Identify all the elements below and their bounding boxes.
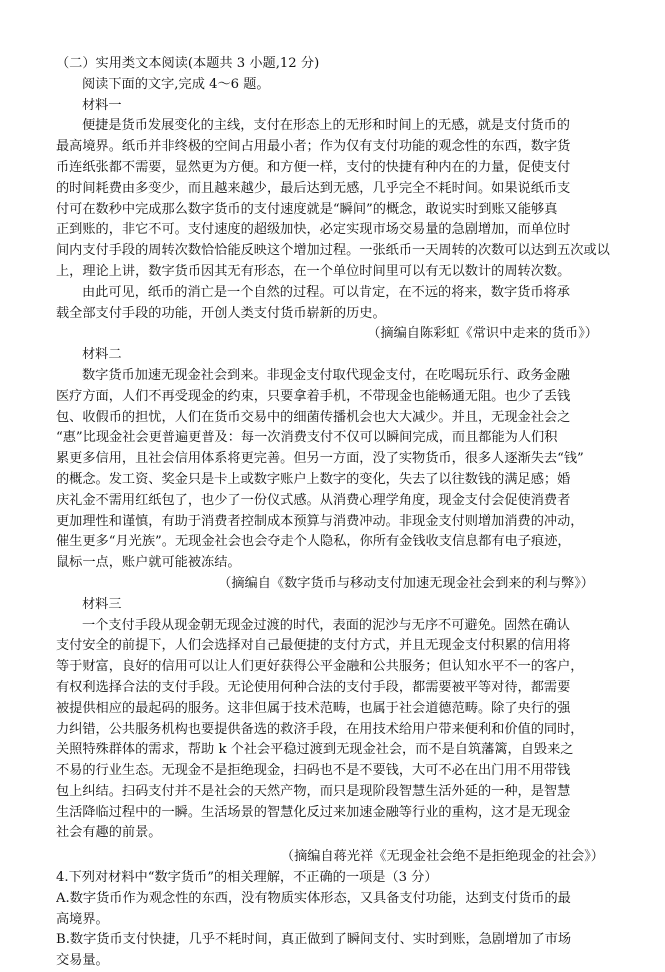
paragraph-line: 便捷是货币发展变化的主线，支付在形态上的无形和时间上的无感，就是支付货币的	[82, 118, 570, 134]
source-citation: （摘编自《数字货币与移动支付加速无现金社会到来的利与弊》）	[218, 575, 594, 591]
question-stem: 4.下列对材料中“数字货币”的相关理解，不正确的一项是（3 分）	[56, 870, 438, 886]
paragraph-line: 有权利选择合法的支付手段。无论使用何种合法的支付手段，都需要被平等对待，都需要	[56, 679, 571, 695]
paragraph-line: 庆礼金不需用红纸包了，也少了一份仪式感。从消费心理学角度，现金支付会促使消费者	[56, 492, 571, 508]
paragraph-line: 付可在数秒中完成那么数字货币的支付速度就是“瞬间”的概念，敢说实时到账又能够真	[56, 201, 558, 217]
paragraph-line: 不易的行业生态。无现金不是拒绝现金，扫码也不是不要钱，大可不必在出门用不用带钱	[56, 763, 571, 779]
paragraph-line: 由此可见，纸币的消亡是一个自然的过程。可以肯定，在不远的将来，数字货币将承	[82, 284, 570, 300]
paragraph-line: 社会有趣的前景。	[56, 825, 162, 841]
material-label: 材料三	[82, 596, 122, 612]
source-citation: （摘编自陈彩虹《常识中走来的货币》）	[367, 326, 598, 342]
paragraph-line: 载全部支付手段的功能，开创人类支付货币崭新的历史。	[56, 305, 386, 321]
paragraph-line: 被提供相应的最起码的服务。这非但属于技术范畴，也属于社会道德范畴。除了央行的强	[56, 700, 571, 716]
paragraph-line: 更加理性和谨慎，有助于消费者控制成本预算与消费冲动。非现金支付则增加消费的冲动，	[56, 513, 584, 529]
paragraph-line: 等于财富，良好的信用可以让人们更好获得公平金融和公共服务；但认知水平不一的客户，	[56, 659, 584, 675]
paragraph-line: 数字货币加速无现金社会到来。非现金支付取代现金支付，在吃喝玩乐行、政务金融	[82, 367, 570, 383]
paragraph-line: 鼠标一点，账户就可能被冻结。	[56, 555, 241, 571]
material-one	[56, 96, 616, 346]
section-title: （二）实用类文本阅读(本题共 3 小题,12 分)	[56, 56, 320, 71]
paragraph-line: 正到账的，非它不可。支付速度的超级加快，必定实现市场交易量的急剧增加，而单位时	[56, 222, 571, 238]
paragraph-line: 生活降临过程中的一瞬。生活场景的智慧化反过来加速金融等行业的重构，这才是无现金	[56, 804, 571, 820]
paragraph-line: 支付安全的前提下，人们会选择对自己最便捷的支付方式，并且无现金支付积累的信用将	[56, 638, 571, 654]
question-4	[56, 868, 616, 972]
material-two	[56, 345, 616, 595]
option-a: A.数字货币作为观念性的东西，没有物质实体形态，又具备支付功能，达到支付货币的最	[56, 890, 571, 906]
paragraph-line: 最高境界。纸币并非终极的空间占用最小者；作为仅有支付功能的观念性的东西，数字货	[56, 139, 571, 155]
material-label: 材料一	[82, 97, 122, 113]
paragraph-line: 的时间耗费由多变少，而且越来越少，最后达到无感，几乎完全不耗时间。如果说纸币支	[56, 180, 571, 196]
paragraph-line: 间内支付手段的周转次数恰恰能反映这个增加过程。一张纸币一天周转的次数可以达到五次或以	[56, 243, 610, 259]
source-citation: （摘编自蒋光祥《无现金社会绝不是拒绝现金的社会》）	[280, 849, 604, 865]
material-three	[56, 595, 616, 868]
instruction: 阅读下面的文字,完成 4～6 题。	[82, 76, 270, 92]
paragraph-line: 的概念。发工资、奖金只是卡上或数字账户上数字的变化，失去了以往数钱的满足感；婚	[56, 471, 571, 487]
paragraph-line: 包、收假币的担忧，人们在货币交易中的细菌传播机会也大大减少。并且，无现金社会之	[56, 409, 571, 425]
paragraph-line: 包上纠结。扫码支付并不是社会的天然产物，而只是现阶段智慧生活外延的一种，是智慧	[56, 783, 571, 799]
option-b: B.数字货币支付快捷，几乎不耗时间，真正做到了瞬间支付、实时到账，急剧增加了市场	[56, 932, 572, 948]
paragraph-line: 币连纸张都不需要，显然更为方便。和方便一样，支付的快捷有种内在的力量，促使支付	[56, 159, 571, 175]
paragraph-line: 力纠错，公共服务机构也要提供备选的救济手段，在用技术给用户带来便利和价值的同时，	[56, 721, 584, 737]
option-b-continued: 交易量。	[56, 953, 109, 969]
exam-page	[56, 54, 616, 972]
paragraph-line: 催生更多“月光族”。无现金社会也会夺走个人隐私，你所有金钱收支信息都有电子痕迹，	[56, 534, 571, 550]
material-label: 材料二	[82, 347, 122, 363]
option-a-continued: 高境界。	[56, 911, 109, 927]
paragraph-line: 医疗方面，人们不再受现金的约束，只要拿着手机，不带现金也能畅通无阻。也少了丢钱	[56, 388, 571, 404]
paragraph-line: 上，理论上讲，数字货币因其无有形态，在一个单位时间里可以有无以数计的周转次数。	[56, 263, 571, 279]
paragraph-line: “惠”比现金社会更普遍更普及：每一次消费支付不仅可以瞬间完成，而且都能为人们积	[56, 430, 558, 446]
paragraph-line: 累更多信用，且社会信用体系将更完善。但另一方面，没了实物货币，很多人逐渐失去“钱”	[56, 451, 584, 467]
paragraph-line: 一个支付手段从现金朝无现金过渡的时代，表面的泥沙与无序不可避免。固然在确认	[82, 617, 570, 633]
paragraph-line: 关照特殊群体的需求，帮助 k 个社会平稳过渡到无现金社会，而不是自筑藩篱，自毁来之	[56, 742, 574, 758]
